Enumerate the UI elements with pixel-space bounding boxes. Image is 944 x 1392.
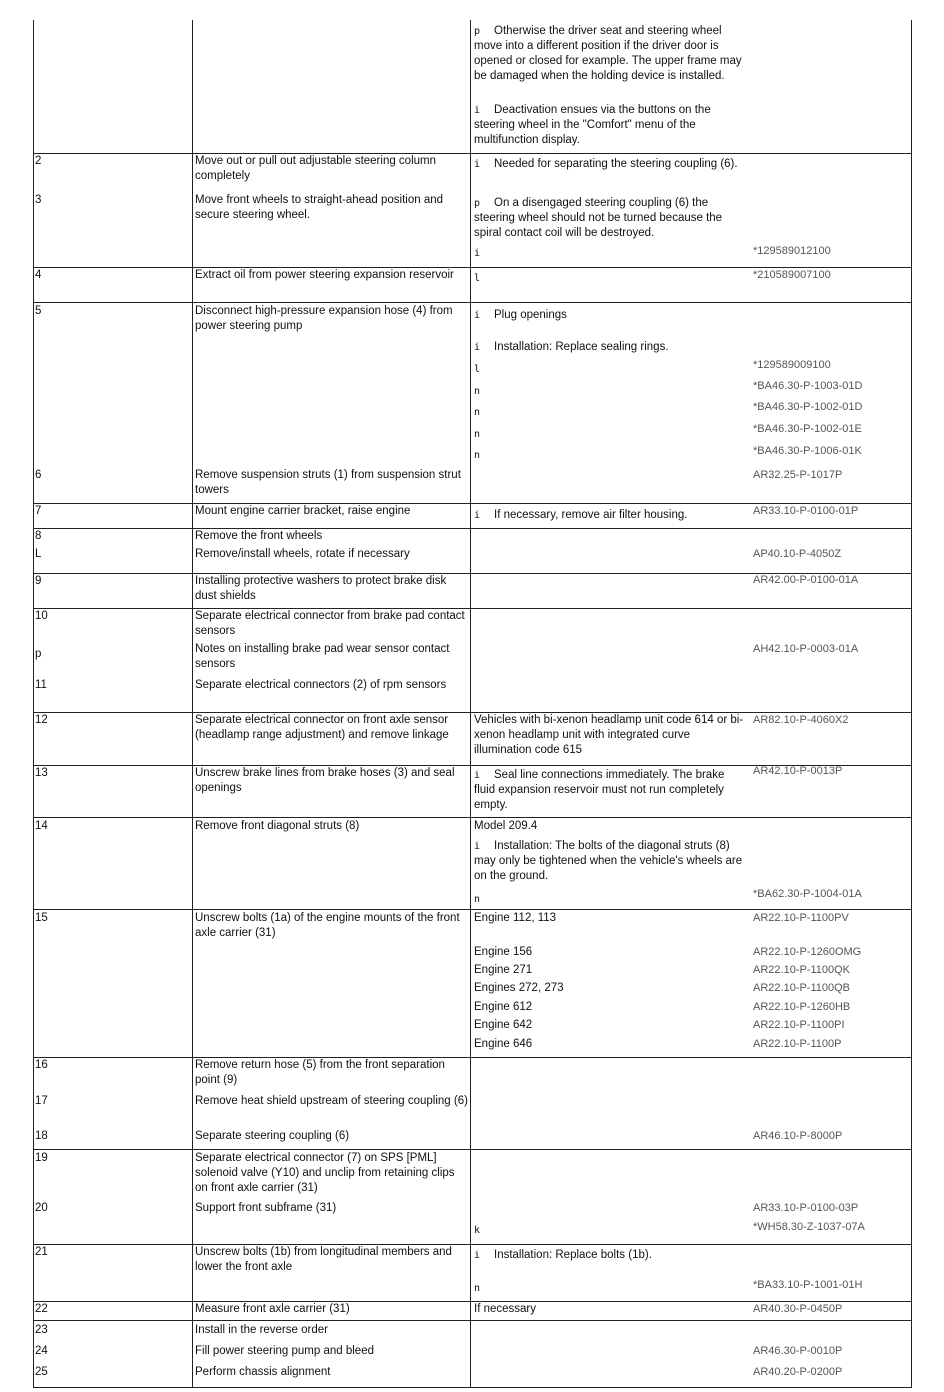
step-number: 19 <box>35 1152 48 1164</box>
step-number: p <box>35 648 42 660</box>
note <box>474 246 746 261</box>
note <box>474 405 746 420</box>
step-action: Fill power steering pump and bleed <box>195 1345 374 1357</box>
reference-link[interactable]: AR22.10-P-1100QB <box>753 982 851 994</box>
engine-variant: Engine 642 <box>474 1019 533 1031</box>
note: i Needed for separating the steering coupling (6). <box>474 158 738 170</box>
step-number: 6 <box>35 469 42 481</box>
note <box>474 384 746 399</box>
note <box>474 1281 746 1296</box>
torque-icon: n <box>474 429 481 440</box>
step-action: Remove suspension struts (1) from suspension strut towers <box>195 469 461 496</box>
reference-link[interactable]: *129589009100 <box>753 359 831 371</box>
reference-link[interactable]: AR40.30-P-0450P <box>753 1303 843 1315</box>
workshop-icon: k <box>474 1225 481 1236</box>
reference-link[interactable]: *BA33.10-P-1001-01H <box>753 1279 863 1291</box>
engine-variant: Engine 271 <box>474 964 533 976</box>
reference-link[interactable]: AR22.10-P-1100QK <box>753 964 851 976</box>
step-number: 5 <box>35 305 42 317</box>
note: Model 209.4 <box>474 820 538 832</box>
engine-variant: Engine 156 <box>474 946 533 958</box>
row-divider <box>33 1320 912 1321</box>
note <box>474 271 746 286</box>
info-icon: i <box>474 105 481 116</box>
table-border-left <box>33 20 34 1388</box>
reference-link[interactable]: AR82.10-P-4060X2 <box>753 714 849 726</box>
reference-link[interactable]: AR42.00-P-0100-01A <box>753 574 859 586</box>
step-number: 14 <box>35 820 48 832</box>
torque-icon: n <box>474 407 481 418</box>
step-action: Remove heat shield upstream of steering coupling (6) <box>195 1095 468 1107</box>
note: i Installation: The bolts of the diagonal struts (8) may only be tightened when the vehicle's wheels are on the ground. <box>474 840 743 882</box>
note: i Installation: Replace sealing rings. <box>474 341 669 353</box>
step-action: Disconnect high-pressure expansion hose (4) from power steering pump <box>195 305 453 332</box>
step-number: 8 <box>35 530 42 542</box>
reference-link[interactable]: AR46.30-P-0010P <box>753 1345 843 1357</box>
step-number: 17 <box>35 1095 48 1107</box>
step-action: Move out or pull out adjustable steering column completely <box>195 155 437 182</box>
reference-link[interactable]: *BA46.30-P-1006-01K <box>753 445 862 457</box>
note: i Seal line connections immediately. The brake fluid expansion reservoir must not run completely empty. <box>474 769 725 811</box>
step-action: Unscrew brake lines from brake hoses (3) and seal openings <box>195 767 455 794</box>
reference-link[interactable]: AR33.10-P-0100-03P <box>753 1202 859 1214</box>
note <box>474 427 746 442</box>
step-action: Separate electrical connectors (2) of rpm sensors <box>195 679 447 691</box>
step-action: Separate electrical connector from brake pad contact sensors <box>195 610 465 637</box>
step-action: Remove return hose (5) from the front separation point (9) <box>195 1059 445 1086</box>
tool-icon: l <box>474 273 481 284</box>
step-action: Remove front diagonal struts (8) <box>195 820 360 832</box>
step-action: Installing protective washers to protect brake disk dust shields <box>195 575 447 602</box>
step-action: Move front wheels to straight-ahead position and secure steering wheel. <box>195 194 444 221</box>
step-action: Install in the reverse order <box>195 1324 328 1336</box>
step-number: 21 <box>35 1246 48 1258</box>
row-divider <box>33 1387 912 1388</box>
row-divider <box>33 608 912 609</box>
note: Vehicles with bi-xenon headlamp unit code 614 or bi-xenon headlamp unit with integrated curve illumination code 615 <box>474 714 744 756</box>
step-number: 18 <box>35 1130 48 1142</box>
torque-icon: n <box>474 450 481 461</box>
reference-link[interactable]: AR42.10-P-0013P <box>753 765 843 777</box>
note: p Otherwise the driver seat and steering wheel move into a different position if the driver door is opened or closed for example. The upper frame may be damaged when the holding device is installed. <box>474 25 742 82</box>
step-number: 9 <box>35 575 42 587</box>
step-action: Perform chassis alignment <box>195 1366 331 1378</box>
reference-link[interactable]: *210589007100 <box>753 269 831 281</box>
row-divider <box>33 1149 912 1150</box>
step-number: 13 <box>35 767 48 779</box>
row-divider <box>33 909 912 910</box>
row-divider <box>33 528 912 529</box>
info-icon: i <box>474 841 481 852</box>
step-number: 10 <box>35 610 48 622</box>
reference-link[interactable]: AR46.10-P-8000P <box>753 1130 843 1142</box>
reference-link[interactable]: AH42.10-P-0003-01A <box>753 643 859 655</box>
note: If necessary <box>474 1303 536 1315</box>
reference-link[interactable]: *BA46.30-P-1002-01D <box>753 401 863 413</box>
note <box>474 1223 746 1238</box>
column-divider <box>192 20 193 1388</box>
procedure-table <box>33 20 912 1388</box>
note-icon: p <box>474 26 481 37</box>
engine-variant: Engines 272, 273 <box>474 982 564 994</box>
step-action: Remove the front wheels <box>195 530 323 542</box>
step-number: 12 <box>35 714 48 726</box>
note <box>474 892 746 907</box>
step-action: Notes on installing brake pad wear sensor contact sensors <box>195 643 450 670</box>
note: i Deactivation ensues via the buttons on the steering wheel in the "Comfort" menu of the multifunction display. <box>474 104 711 146</box>
step-action: Separate steering coupling (6) <box>195 1130 350 1142</box>
torque-icon: n <box>474 1283 481 1294</box>
row-divider <box>33 302 912 303</box>
row-divider <box>33 817 912 818</box>
step-number: 23 <box>35 1324 48 1336</box>
step-number: 16 <box>35 1059 48 1071</box>
reference-link[interactable]: AR22.10-P-1260HB <box>753 1001 851 1013</box>
step-action: Separate electrical connector (7) on SPS [PML] solenoid valve (Y10) and unclip from retaining clips on front axle carrier (31) <box>195 1152 455 1194</box>
step-number: 15 <box>35 912 48 924</box>
info-icon: i <box>474 342 481 353</box>
info-icon: i <box>474 248 481 259</box>
reference-link[interactable]: AR33.10-P-0100-01P <box>753 505 859 517</box>
info-icon: i <box>474 770 481 781</box>
step-action: Unscrew bolts (1a) of the engine mounts of the front axle carrier (31) <box>195 912 460 939</box>
reference-link[interactable]: AR32.25-P-1017P <box>753 469 843 481</box>
row-divider <box>33 1057 912 1058</box>
step-action: Support front subframe (31) <box>195 1202 337 1214</box>
step-action: Separate electrical connector on front axle sensor (headlamp range adjustment) and remove linkage <box>195 714 449 741</box>
step-action: Measure front axle carrier (31) <box>195 1303 350 1315</box>
note: i If necessary, remove air filter housing. <box>474 509 688 521</box>
reference-link[interactable]: AR22.10-P-1260OMG <box>753 946 862 958</box>
reference-link[interactable]: *BA62.30-P-1004-01A <box>753 888 862 900</box>
row-divider <box>33 153 912 154</box>
tool-icon: l <box>474 364 481 375</box>
step-action: Extract oil from power steering expansion reservoir <box>195 269 454 281</box>
step-number: 3 <box>35 194 42 206</box>
reference-link[interactable]: *BA46.30-P-1002-01E <box>753 423 862 435</box>
engine-variant: Engine 612 <box>474 1001 533 1013</box>
note: p On a disengaged steering coupling (6) the steering wheel should not be turned because the spiral contact coil will be destroyed. <box>474 197 723 239</box>
reference-link[interactable]: *BA46.30-P-1003-01D <box>753 380 863 392</box>
reference-link[interactable]: *129589012100 <box>753 245 831 257</box>
step-action: Mount engine carrier bracket, raise engine <box>195 505 411 517</box>
note <box>474 362 746 377</box>
row-divider <box>33 1244 912 1245</box>
info-icon: i <box>474 510 481 521</box>
note-icon: p <box>474 198 481 209</box>
step-number: 7 <box>35 505 42 517</box>
reference-link[interactable]: AR22.10-P-1100PV <box>753 912 849 924</box>
reference-link[interactable]: AR22.10-P-1100P <box>753 1038 842 1050</box>
note: i Plug openings <box>474 309 567 321</box>
reference-link[interactable]: AR40.20-P-0200P <box>753 1366 843 1378</box>
engine-variant: Engine 646 <box>474 1038 533 1050</box>
column-divider <box>470 20 471 1388</box>
step-number: L <box>35 548 42 560</box>
note: i Installation: Replace bolts (1b). <box>474 1249 652 1261</box>
info-icon: i <box>474 310 481 321</box>
reference-link[interactable]: *WH58.30-Z-1037-07A <box>753 1221 865 1233</box>
step-number: 20 <box>35 1202 48 1214</box>
reference-link[interactable]: AR22.10-P-1100PI <box>753 1019 845 1031</box>
info-icon: i <box>474 159 481 170</box>
note <box>474 448 746 463</box>
step-action: Unscrew bolts (1b) from longitudinal members and lower the front axle <box>195 1246 452 1273</box>
info-icon: i <box>474 1250 481 1261</box>
engine-variant: Engine 112, 113 <box>474 912 557 924</box>
torque-icon: n <box>474 386 481 397</box>
step-number: 25 <box>35 1366 48 1378</box>
table-border-right <box>911 20 912 1388</box>
torque-icon: n <box>474 894 481 905</box>
step-action: Remove/install wheels, rotate if necessary <box>195 548 410 560</box>
reference-link[interactable]: AP40.10-P-4050Z <box>753 548 842 560</box>
step-number: 22 <box>35 1303 48 1315</box>
step-number: 24 <box>35 1345 48 1357</box>
step-number: 2 <box>35 155 42 167</box>
step-number: 4 <box>35 269 42 281</box>
step-number: 11 <box>35 679 47 691</box>
